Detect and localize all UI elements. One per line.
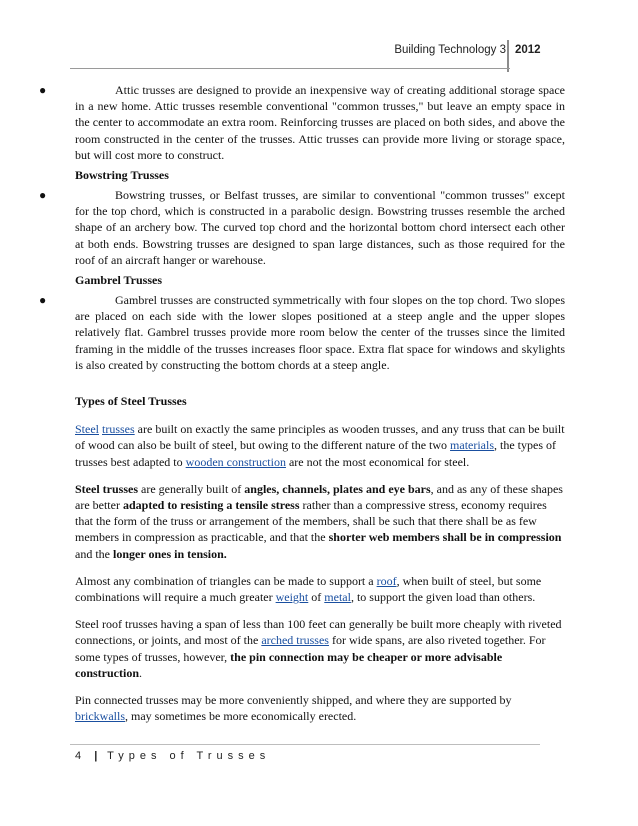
page-content — [0, 82, 638, 736]
paragraph-steel-pin: Pin connected trusses may be more conveniently shipped, and where they are supported by brickwalls, may sometimes be more economically erected. — [75, 693, 512, 724]
document-title: Building Technology 3 — [394, 44, 506, 56]
steel-trusses-section — [75, 393, 565, 724]
document-year: 2012 — [515, 44, 541, 56]
page-number: 4 — [75, 750, 87, 762]
bullet-gambrel-trusses — [39, 292, 565, 373]
page-header — [0, 40, 638, 70]
link-metal[interactable]: metal — [324, 590, 351, 605]
bullet-icon: ● — [39, 83, 47, 97]
heading-gambrel: Gambrel Trusses — [75, 273, 163, 288]
paragraph-steel-intro: Steel trusses are built on exactly the same principles as wooden trusses, and any truss that can be built of wood can also be built of steel, but owing to the different nature of the two materials, the types of trusses best adapted to wooden construction are not the most economical for steel. — [75, 422, 565, 469]
link-trusses[interactable]: trusses — [102, 422, 135, 437]
link-arched-trusses[interactable]: arched trusses — [261, 633, 329, 648]
footer-separator: | — [94, 750, 100, 762]
paragraph-steel-riveted: Steel roof trusses having a span of less than 100 feet can generally be built more cheaply with riveted connections, or joints, and most of the arched trusses for wide spans, are also riveted together. For some types of trusses, however, the pin connection may be cheaper or more advisable construction. — [75, 617, 562, 680]
paragraph-gambrel: Gambrel trusses are constructed symmetrically with four slopes on the top chord. Two slopes are placed on each side with the lower slopes positioned at a steep angle and the upper slopes relatively flat. Gambrel trusses provide more room below the center of the trusses since the limited framing in the middle of the trusses increases floor space. Extra flat space for windows and skylights is also created by constructing the bottom chords at a steep angle. — [75, 293, 565, 372]
link-brickwalls[interactable]: brickwalls — [75, 709, 125, 724]
link-wooden-construction[interactable]: wooden construction — [185, 454, 286, 469]
footer-section-title: Types of Trusses — [107, 750, 271, 762]
bullet-icon: ● — [39, 188, 47, 203]
bullet-icon: ● — [39, 293, 47, 308]
bullet-attic-trusses — [39, 82, 565, 163]
paragraph-steel-triangles: Almost any combination of triangles can be made to support a roof, when built of steel, but some combinations will require a much greater weight of metal, to support the given load than others. — [75, 573, 542, 605]
paragraph-steel-members: Steel trusses are generally built of angles, channels, plates and eye bars, and as any of these shapes are better adapted to resisting a tensile stress rather than a compressive stress, economy requires that the form of the truss or arrangement of the members, shall be such that there shall be as few members in compression as practicable, and that the shorter web members shall be in compression and the longer ones in tension. — [75, 481, 563, 561]
paragraph-bowstring: Bowstring trusses, or Belfast trusses, are similar to conventional "common trusses" except for the top chord, which is constructed in a parabolic design. Bowstring trusses resemble the arched shape of an archery bow. The curved top chord and the horizontal bottom chord intersect each other at both ends. Bowstring trusses are designed to span large distances, such as those required for the roof of an aircraft hanger or warehouse. — [75, 188, 565, 267]
footer-text — [75, 750, 270, 762]
heading-bowstring: Bowstring Trusses — [75, 168, 169, 183]
link-materials[interactable]: materials — [450, 438, 495, 453]
link-weight[interactable]: weight — [275, 590, 309, 605]
header-rule — [70, 68, 510, 69]
link-roof[interactable]: roof — [376, 573, 397, 588]
footer-rule — [70, 744, 540, 745]
heading-steel-trusses: Types of Steel Trusses — [75, 394, 187, 409]
paragraph-attic: Attic trusses are designed to provide an inexpensive way of creating additional storage space in a new home. Attic trusses resemble conventional "common trusses," but leave an empty space in the center to accommodate an extra room. Reinforcing trusses are placed on both sides, and above the room constructed in the center of the trusses. Attic trusses can provide more living or storage space, but will cost more to construct. — [75, 83, 565, 162]
page-footer — [70, 744, 540, 764]
bullet-bowstring-trusses — [39, 187, 565, 268]
link-steel[interactable]: Steel — [75, 422, 99, 437]
